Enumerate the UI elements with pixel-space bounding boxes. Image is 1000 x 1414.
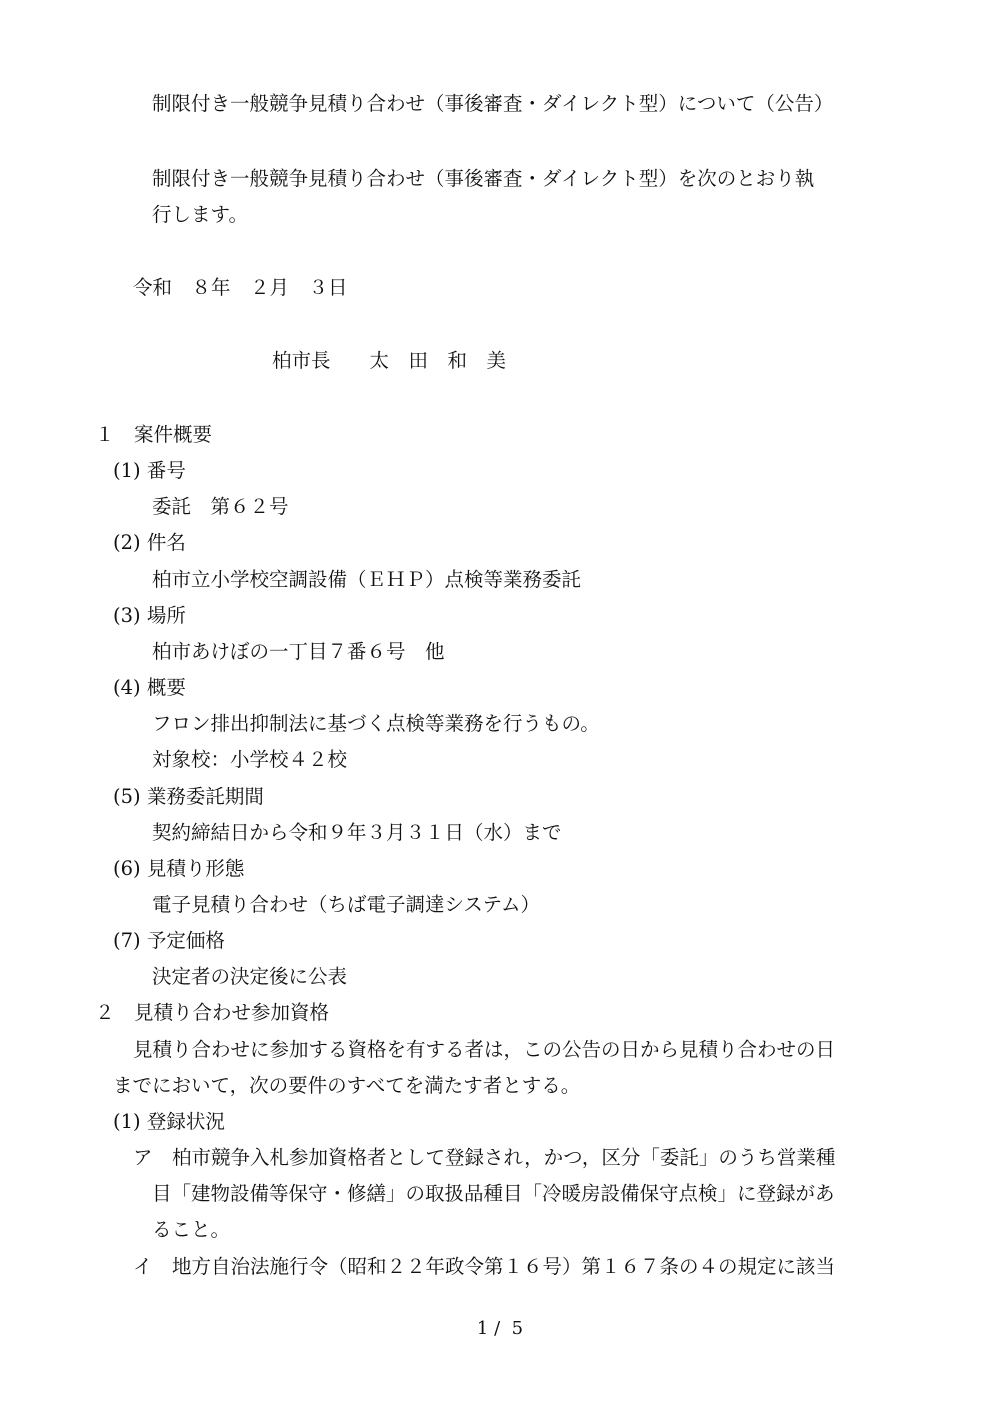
page-number: 1 / 5 xyxy=(476,1318,524,1339)
section-2-paragraph-line-1: 見積り合わせに参加する資格を有する者は，この公告の日から見積り合わせの日 xyxy=(133,1038,836,1061)
item-label: (7) 予定価格 xyxy=(113,929,225,952)
section-1-heading: １ 案件概要 xyxy=(95,423,213,446)
subsection-label: (1) 登録状況 xyxy=(113,1110,225,1133)
issuer-name: 柏市長 太 田 和 美 xyxy=(272,349,507,372)
document-title: 制限付き一般競争見積り合わせ（事後審査・ダイレクト型）について（公告） xyxy=(152,92,834,115)
item-label: (3) 場所 xyxy=(113,604,186,627)
item-value: 委託 第６２号 xyxy=(152,495,289,518)
clause-i-line-1: イ 地方自治法施行令（昭和２２年政令第１６号）第１６７条の４の規定に該当 xyxy=(133,1255,836,1278)
section-2-paragraph-line-2: までにおいて，次の要件のすべてを満たす者とする。 xyxy=(113,1074,581,1097)
item-value: 柏市あけぼの一丁目７番６号 他 xyxy=(152,640,445,663)
item-value: フロン排出抑制法に基づく点検等業務を行うもの。 xyxy=(152,712,600,735)
item-value: 契約締結日から令和９年３月３１日（水）まで xyxy=(152,821,562,844)
intro-line-2: 行します。 xyxy=(152,203,248,226)
item-value: 決定者の決定後に公表 xyxy=(152,965,348,988)
issue-date: 令和 ８年 ２月 ３日 xyxy=(133,276,348,299)
item-label: (1) 番号 xyxy=(113,459,186,482)
intro-line-1: 制限付き一般競争見積り合わせ（事後審査・ダイレクト型）を次のとおり執 xyxy=(152,167,815,190)
clause-a-line-2: 目「建物設備等保守・修繕」の取扱品種目「冷暖房設備保守点検」に登録があ xyxy=(152,1182,835,1205)
item-label: (4) 概要 xyxy=(113,676,186,699)
item-label: (6) 見積り形態 xyxy=(113,857,245,880)
item-label: (5) 業務委託期間 xyxy=(113,785,264,808)
item-label: (2) 件名 xyxy=(113,531,186,554)
clause-a-line-3: ること。 xyxy=(152,1218,231,1241)
item-value: 電子見積り合わせ（ちば電子調達システム） xyxy=(152,893,541,916)
section-2-heading: ２ 見積り合わせ参加資格 xyxy=(95,1001,330,1024)
item-value: 柏市立小学校空調設備（ＥＨＰ）点検等業務委託 xyxy=(152,568,582,591)
clause-a-line-1: ア 柏市競争入札参加資格者として登録され，かつ，区分「委託」のうち営業種 xyxy=(133,1146,836,1169)
item-value: 対象校：小学校４２校 xyxy=(152,748,348,771)
